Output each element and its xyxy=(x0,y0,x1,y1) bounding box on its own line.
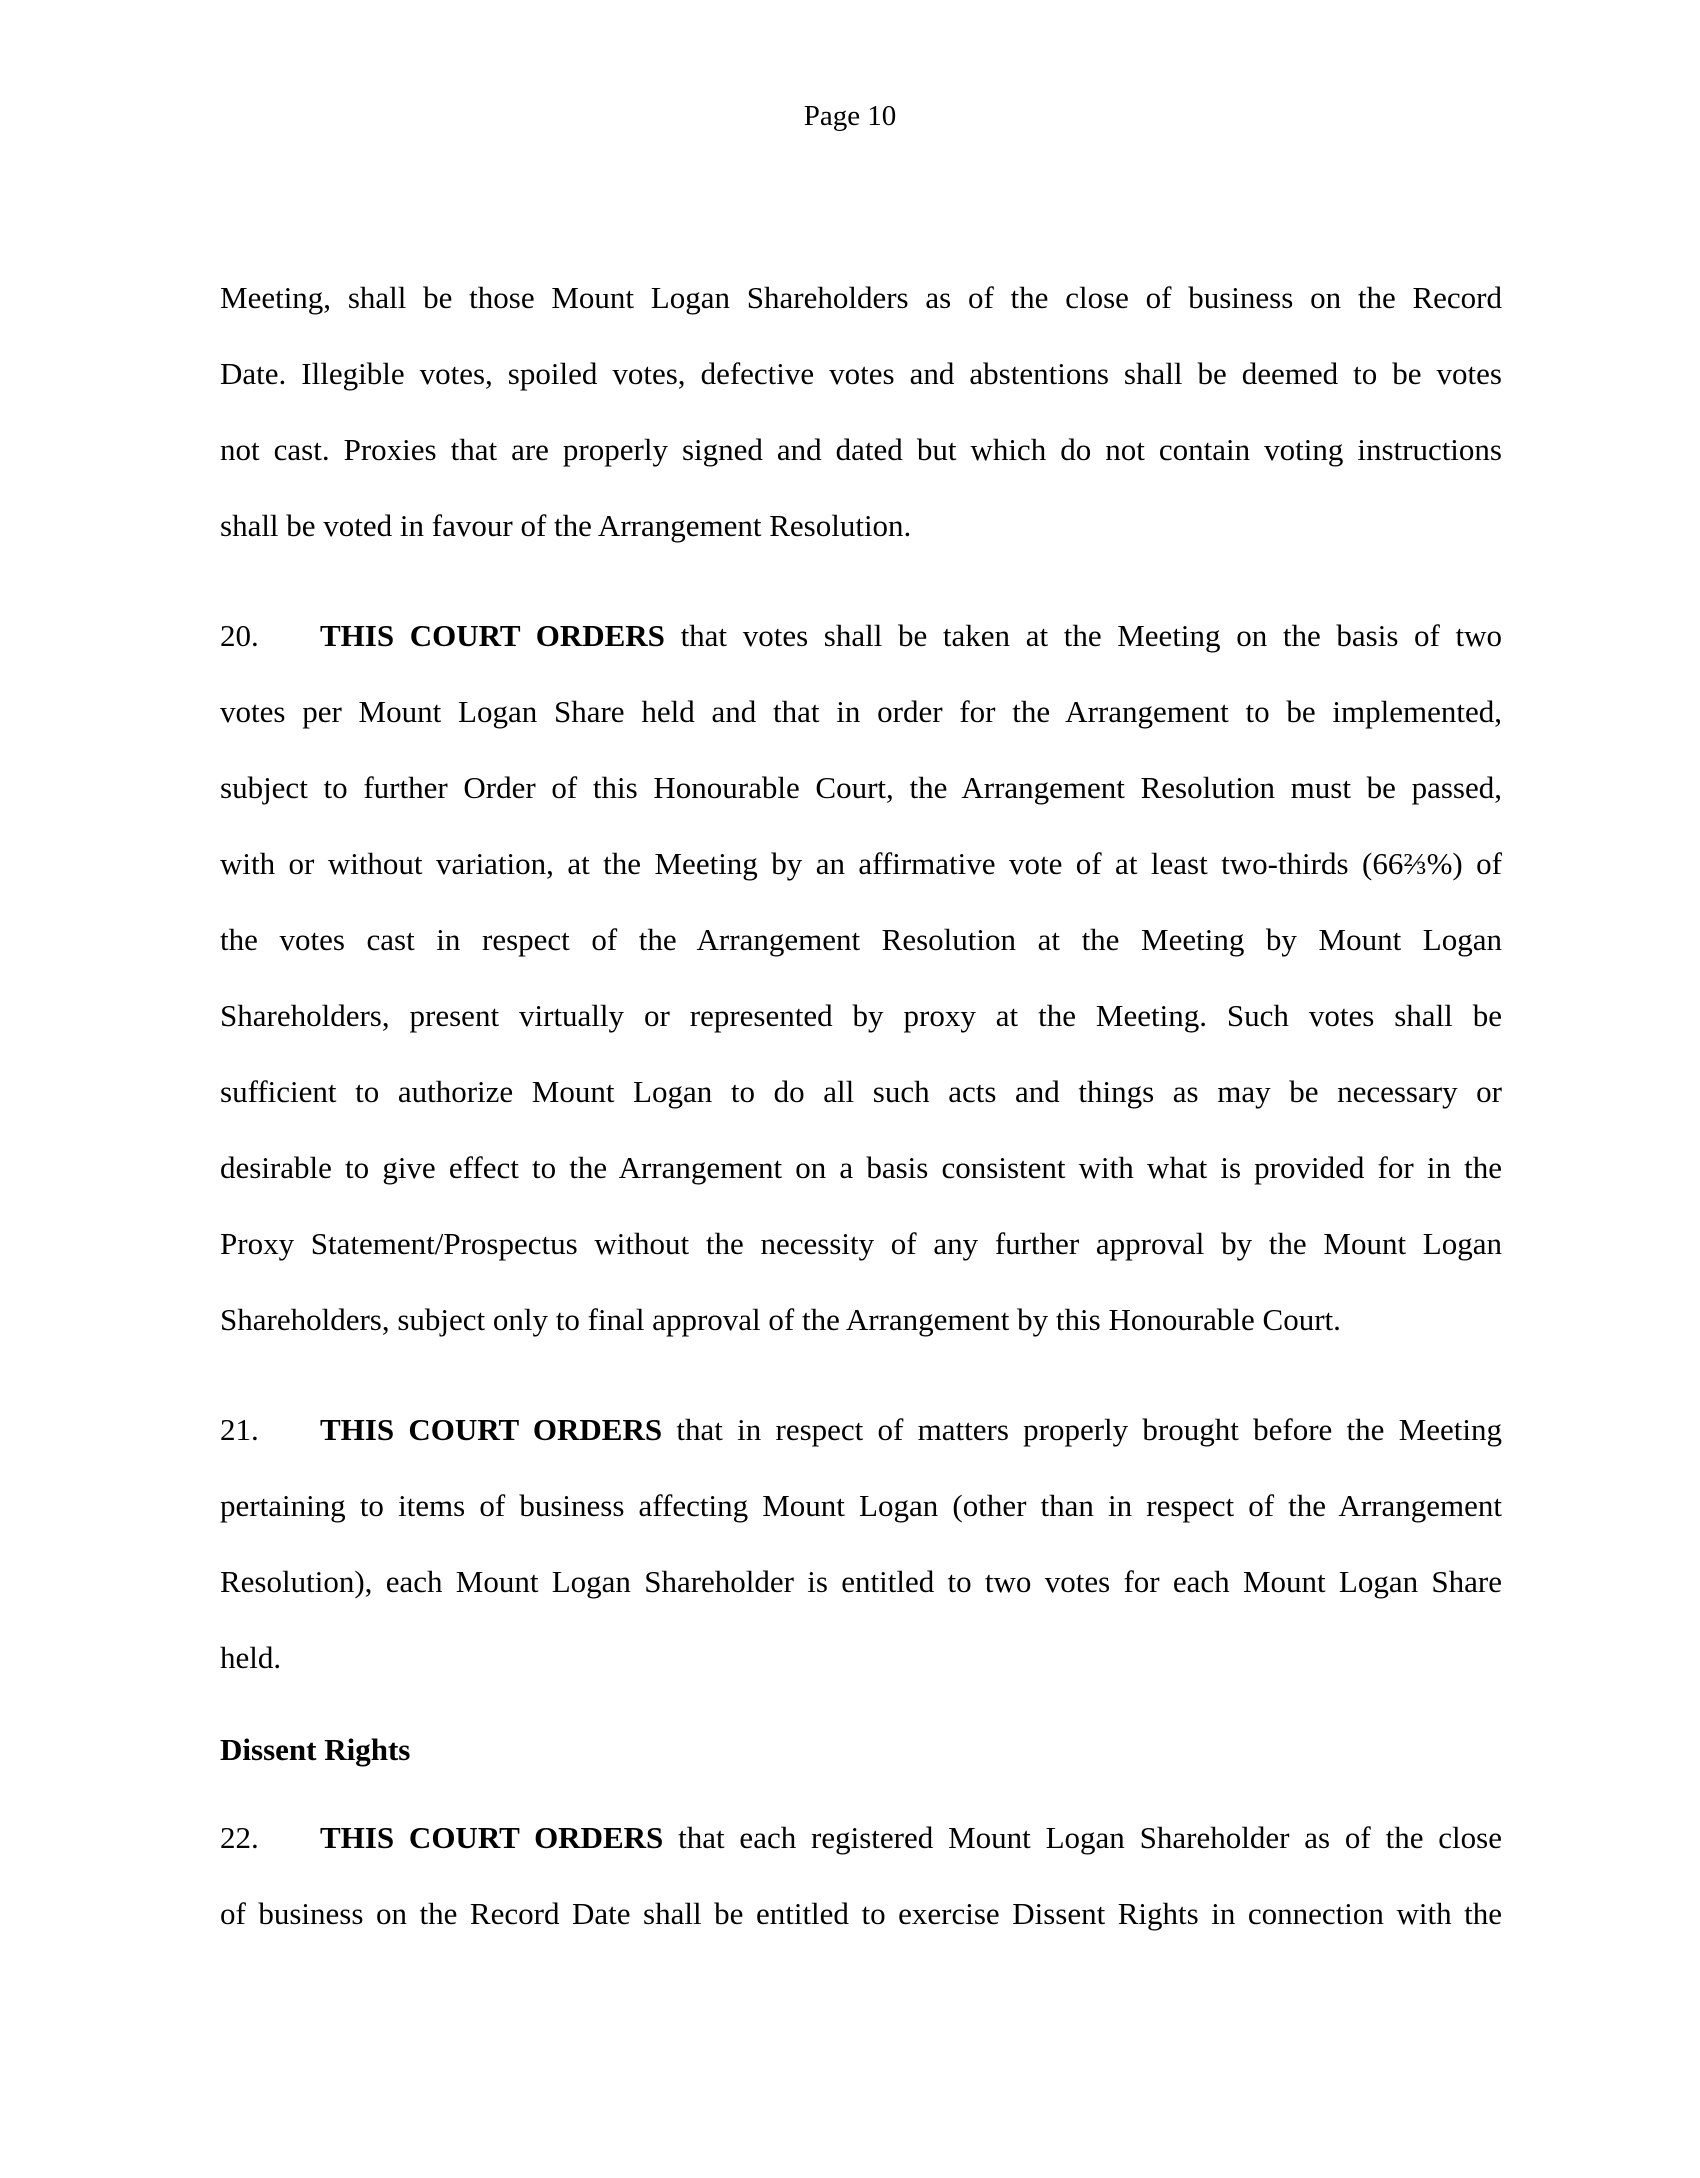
paragraph-line: votes per Mount Logan Share held and that in order for the Arrangement to be implemented, xyxy=(220,694,1502,729)
paragraph-line: pertaining to items of business affecting Mount Logan (other than in respect of the Arrangement xyxy=(220,1488,1502,1523)
paragraph-first-line xyxy=(220,1392,1502,1468)
paragraph-line: Resolution), each Mount Logan Shareholder is entitled to two votes for each Mount Logan Share xyxy=(220,1564,1502,1599)
paragraph-21 xyxy=(220,1392,1502,1696)
continuation-paragraph xyxy=(220,260,1502,564)
court-orders-lead: THIS COURT ORDERS xyxy=(320,1412,663,1447)
paragraph-line: with or without variation, at the Meeting by an affirmative vote of at least two-thirds (66⅔%) of xyxy=(220,846,1502,881)
paragraph-first-line xyxy=(220,1800,1502,1876)
paragraph-text: that each registered Mount Logan Shareholder as of the close xyxy=(678,1820,1502,1855)
paragraph-20 xyxy=(220,598,1502,1358)
paragraph-line: Date. Illegible votes, spoiled votes, defective votes and abstentions shall be deemed to be votes xyxy=(220,356,1502,391)
paragraph-22 xyxy=(220,1800,1502,1952)
paragraph-line: desirable to give effect to the Arrangement on a basis consistent with what is provided for in the xyxy=(220,1150,1502,1185)
paragraph-number: 21. xyxy=(220,1412,259,1447)
section-heading: Dissent Rights xyxy=(220,1732,411,1767)
paragraph-line: Proxy Statement/Prospectus without the necessity of any further approval by the Mount Logan xyxy=(220,1226,1502,1261)
page-number: Page 10 xyxy=(803,100,897,132)
paragraph-number: 22. xyxy=(220,1820,259,1855)
paragraph-first-line xyxy=(220,598,1502,674)
paragraph-line: Shareholders, subject only to final approval of the Arrangement by this Honourable Court. xyxy=(220,1302,1341,1337)
paragraph-line: held. xyxy=(220,1640,282,1675)
paragraph-line: the votes cast in respect of the Arrangement Resolution at the Meeting by Mount Logan xyxy=(220,922,1502,957)
paragraph-line: Meeting, shall be those Mount Logan Shareholders as of the close of business on the Record xyxy=(220,280,1502,315)
paragraph-line: shall be voted in favour of the Arrangement Resolution. xyxy=(220,508,912,543)
court-orders-lead: THIS COURT ORDERS xyxy=(320,1820,664,1855)
paragraph-text: that in respect of matters properly brought before the Meeting xyxy=(676,1412,1503,1447)
paragraph-line: not cast. Proxies that are properly signed and dated but which do not contain voting instructions xyxy=(220,432,1502,467)
paragraph-line: Shareholders, present virtually or represented by proxy at the Meeting. Such votes shall be xyxy=(220,998,1502,1033)
paragraph-line: of business on the Record Date shall be entitled to exercise Dissent Rights in connection with the xyxy=(220,1896,1502,1931)
paragraph-text: that votes shall be taken at the Meeting on the basis of two xyxy=(680,618,1503,653)
paragraph-number: 20. xyxy=(220,618,259,653)
paragraph-line: subject to further Order of this Honourable Court, the Arrangement Resolution must be passed, xyxy=(220,770,1502,805)
court-orders-lead: THIS COURT ORDERS xyxy=(320,618,665,653)
paragraph-line: sufficient to authorize Mount Logan to do all such acts and things as may be necessary or xyxy=(220,1074,1502,1109)
